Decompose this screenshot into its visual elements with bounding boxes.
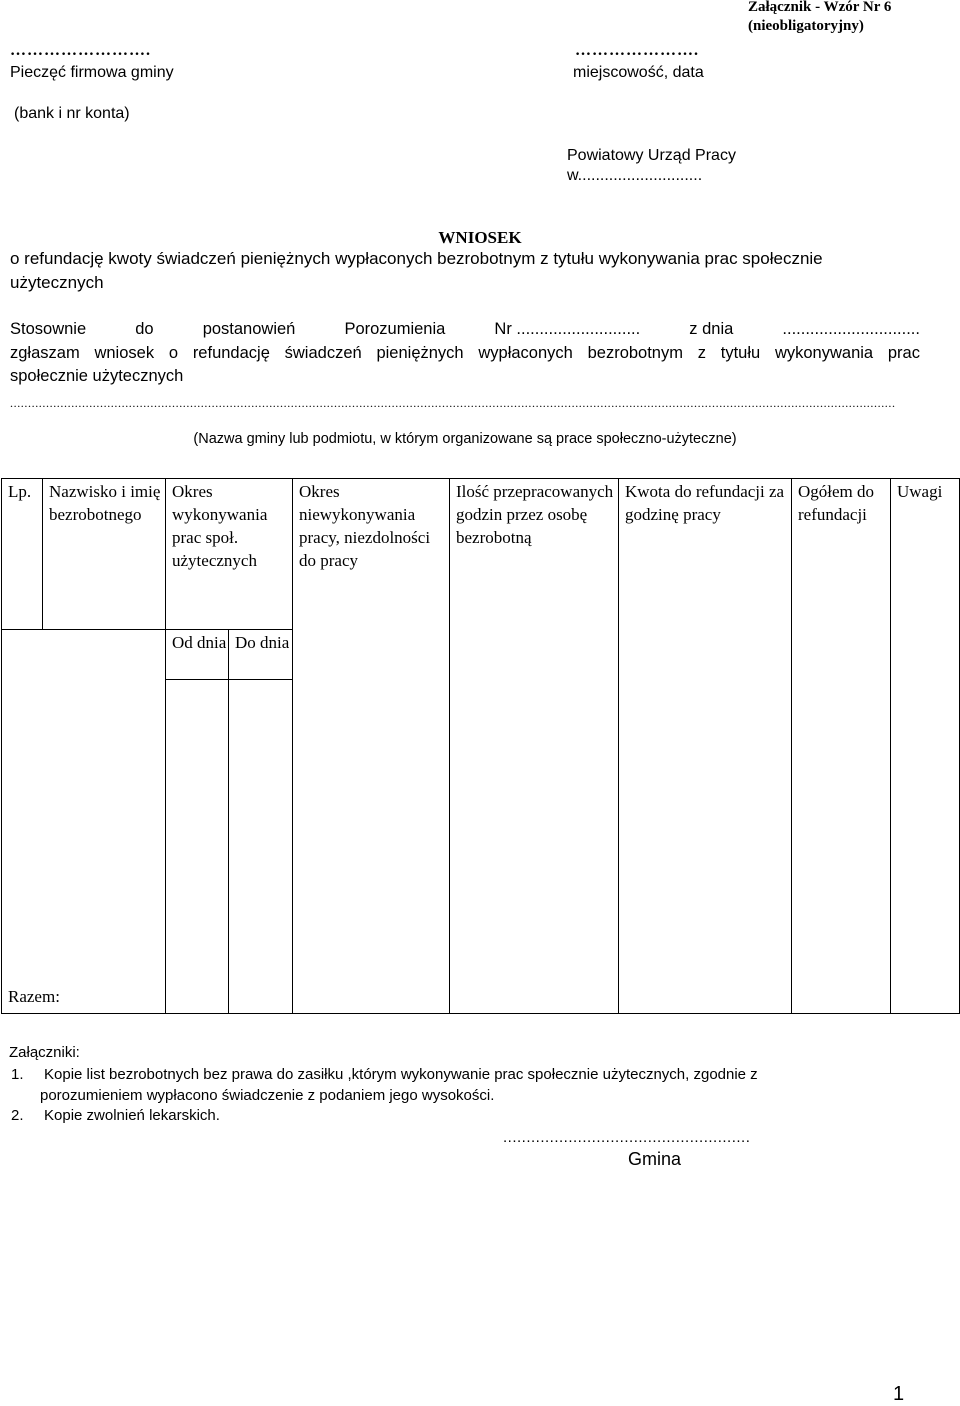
subheader-from-date: Od dnia — [166, 630, 229, 680]
attachment-text-line2: porozumieniem wypłacono świadczenie z podaniem jego wysokości. — [40, 1087, 495, 1104]
table-cell[interactable] — [166, 680, 229, 1014]
attachment-item — [11, 1064, 904, 1106]
recipient-city: w............................ — [567, 167, 703, 184]
organizer-name-caption: (Nazwa gminy lub podmiotu, w którym organizowane są prace społeczno-użyteczne) — [193, 431, 737, 447]
subheader-to-date: Do dnia — [229, 630, 293, 680]
header-total: Ogółem do refundacji — [792, 479, 891, 1014]
statement-word: wypłaconych — [478, 343, 573, 362]
header-nonwork-period: Okres niewykonywania pracy, niezdolności do pracy — [293, 479, 450, 1014]
header-name: Nazwisko i imię bezrobotnego — [43, 479, 166, 630]
statement-word: refundację — [192, 343, 270, 362]
bank-label: (bank i nr konta) — [14, 105, 130, 122]
statement-line1 — [10, 318, 920, 342]
statement-word: prac — [887, 343, 920, 362]
document-title: WNIOSEK — [438, 228, 522, 247]
statement-paragraph — [10, 318, 920, 389]
stamp-dots: ……………………. — [10, 42, 151, 59]
statement-word: Stosownie — [10, 320, 87, 338]
attachment-number: 1. — [11, 1066, 24, 1083]
statement-line3: społecznie użytecznych — [10, 367, 184, 385]
attachment-text-line1: Kopie list bezrobotnych bez prawa do zasiłku ,którym wykonywanie prac społecznie użytecznych, zgodnie z — [44, 1066, 758, 1083]
signature-dots: ..................................................... — [503, 1129, 751, 1146]
refund-table — [1, 478, 960, 1014]
statement-word: wykonywania — [774, 343, 874, 362]
agreement-number-field: Nr ........................... — [494, 320, 641, 338]
header-notes: Uwagi — [891, 479, 960, 1014]
agreement-date-field: .............................. — [782, 320, 920, 338]
statement-word: do — [135, 320, 154, 338]
annex-title: Załącznik - Wzór Nr 6 — [748, 0, 892, 15]
statement-word: bezrobotnym — [587, 343, 683, 362]
statement-word: z — [697, 343, 706, 362]
annex-note: (nieobligatoryjny) — [748, 18, 864, 34]
statement-word: zgłaszam — [10, 343, 80, 362]
attachment-text-line1: Kopie zwolnień lekarskich. — [44, 1107, 220, 1124]
recipient-office: Powiatowy Urząd Pracy — [567, 147, 736, 164]
stamp-label: Pieczęć firmowa gminy — [10, 64, 174, 81]
statement-word: tytułu — [720, 343, 761, 362]
statement-word: z dnia — [689, 320, 734, 338]
statement-word: Porozumienia — [344, 320, 446, 338]
statement-line2 — [10, 342, 920, 366]
statement-word: wniosek — [94, 343, 155, 362]
attachment-number: 2. — [11, 1107, 24, 1124]
document-subject-line1: o refundację kwoty świadczeń pieniężnych wypłaconych bezrobotnym z tytułu wykonywania prac społecznie — [10, 249, 823, 268]
header-rate: Kwota do refundacji za godzinę pracy — [619, 479, 792, 1014]
signature-label: Gmina — [628, 1149, 682, 1169]
statement-word: pieniężnych — [376, 343, 464, 362]
statement-word: świadczeń — [284, 343, 362, 362]
organizer-name-field: ...................................................................................................................................................................................................................................................... — [10, 396, 896, 410]
table-cell[interactable] — [229, 680, 293, 1014]
statement-word: postanowień — [202, 320, 296, 338]
page-number: 1 — [893, 1383, 905, 1405]
attachments-heading: Załączniki: — [9, 1044, 80, 1061]
header-lp: Lp. — [2, 479, 43, 630]
attachment-item — [11, 1105, 904, 1126]
statement-word: o — [168, 343, 179, 362]
document-subject-line2: użytecznych — [10, 273, 104, 292]
table-header-row — [2, 479, 960, 630]
annex-label — [748, 0, 891, 36]
place-date-dots: …………………. — [575, 42, 699, 59]
header-work-period: Okres wykonywania prac społ. użytecznych — [166, 479, 293, 630]
header-hours: Ilość przepracowanych godzin przez osobę bezrobotną — [450, 479, 619, 1014]
total-label: Razem: — [2, 630, 166, 1014]
place-date-label: miejscowość, data — [573, 64, 704, 81]
